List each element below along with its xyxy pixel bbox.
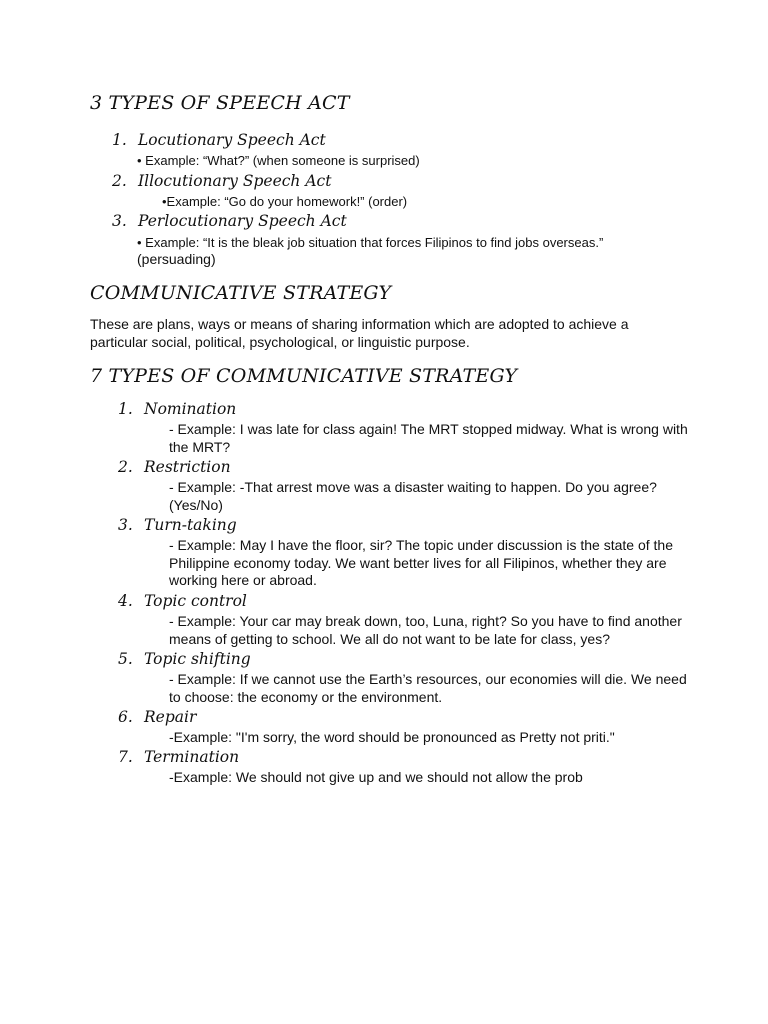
- item-title: Perlocutionary Speech Act: [138, 212, 347, 230]
- item-number: 5.: [118, 650, 133, 668]
- item-number: 3.: [112, 212, 127, 230]
- strategy-item-5: [118, 650, 251, 668]
- item-number: 1.: [112, 131, 127, 149]
- item-title: Termination: [144, 748, 240, 766]
- item-number: 2.: [112, 172, 127, 190]
- speech-act-item-3: [112, 212, 347, 230]
- strategy-example-3: - Example: May I have the floor, sir? The topic under discussion is the state of the Philippine economy today. We want better lives for all Filipinos, whether they are working here or abroad.: [169, 537, 673, 588]
- strategy-item-1: [118, 400, 236, 418]
- item-number: 3.: [118, 516, 133, 534]
- item-title: Nomination: [144, 400, 237, 418]
- item-title: Turn-taking: [144, 516, 237, 534]
- strategy-example-6: -Example: "I'm sorry, the word should be pronounced as Pretty not priti.": [169, 729, 615, 745]
- strategy-example-1: - Example: I was late for class again! The MRT stopped midway. What is wrong with the MRT?: [169, 421, 688, 455]
- strategy-item-6: [118, 708, 196, 726]
- speech-act-heading: 3 TYPES OF SPEECH ACT: [90, 92, 350, 114]
- speech-act-example-3-line-2: (persuading): [137, 251, 216, 267]
- item-title: Topic control: [144, 592, 247, 610]
- item-number: 2.: [118, 458, 133, 476]
- item-number: 6.: [118, 708, 133, 726]
- item-number: 1.: [118, 400, 133, 418]
- item-number: 7.: [118, 748, 133, 766]
- strategy-example-5: - Example: If we cannot use the Earth’s resources, our economies will die. We need to choose: the economy or the environment.: [169, 671, 687, 705]
- speech-act-item-2: [112, 172, 331, 190]
- item-number: 4.: [118, 592, 133, 610]
- item-title: Illocutionary Speech Act: [138, 172, 332, 190]
- communicative-strategy-description: These are plans, ways or means of sharing information which are adopted to achieve a particular social, political, psychological, or linguistic purpose.: [90, 316, 629, 350]
- item-title: Topic shifting: [144, 650, 251, 668]
- item-title: Restriction: [144, 458, 231, 476]
- communicative-strategy-heading: COMMUNICATIVE STRATEGY: [90, 282, 392, 304]
- strategy-example-4: - Example: Your car may break down, too, Luna, right? So you have to find another means of getting to school. We all do not want to be late for class, yes?: [169, 613, 682, 647]
- strategy-example-7: -Example: We should not give up and we should not allow the prob: [169, 769, 583, 785]
- speech-act-example-3-line-1: • Example: “It is the bleak job situation that forces Filipinos to find jobs overseas.”: [137, 235, 604, 250]
- strategy-item-4: [118, 592, 247, 610]
- item-title: Repair: [144, 708, 197, 726]
- speech-act-example-2: •Example: “Go do your homework!” (order): [162, 194, 408, 209]
- strategy-example-2: - Example: -That arrest move was a disaster waiting to happen. Do you agree? (Yes/No): [169, 479, 657, 513]
- types-heading: 7 TYPES OF COMMUNICATIVE STRATEGY: [90, 365, 518, 387]
- item-title: Locutionary Speech Act: [138, 131, 326, 149]
- strategy-item-3: [118, 516, 237, 534]
- speech-act-example-1: • Example: “What?” (when someone is surprised): [137, 153, 420, 168]
- strategy-item-7: [118, 748, 239, 766]
- speech-act-item-1: [112, 131, 326, 149]
- strategy-item-2: [118, 458, 231, 476]
